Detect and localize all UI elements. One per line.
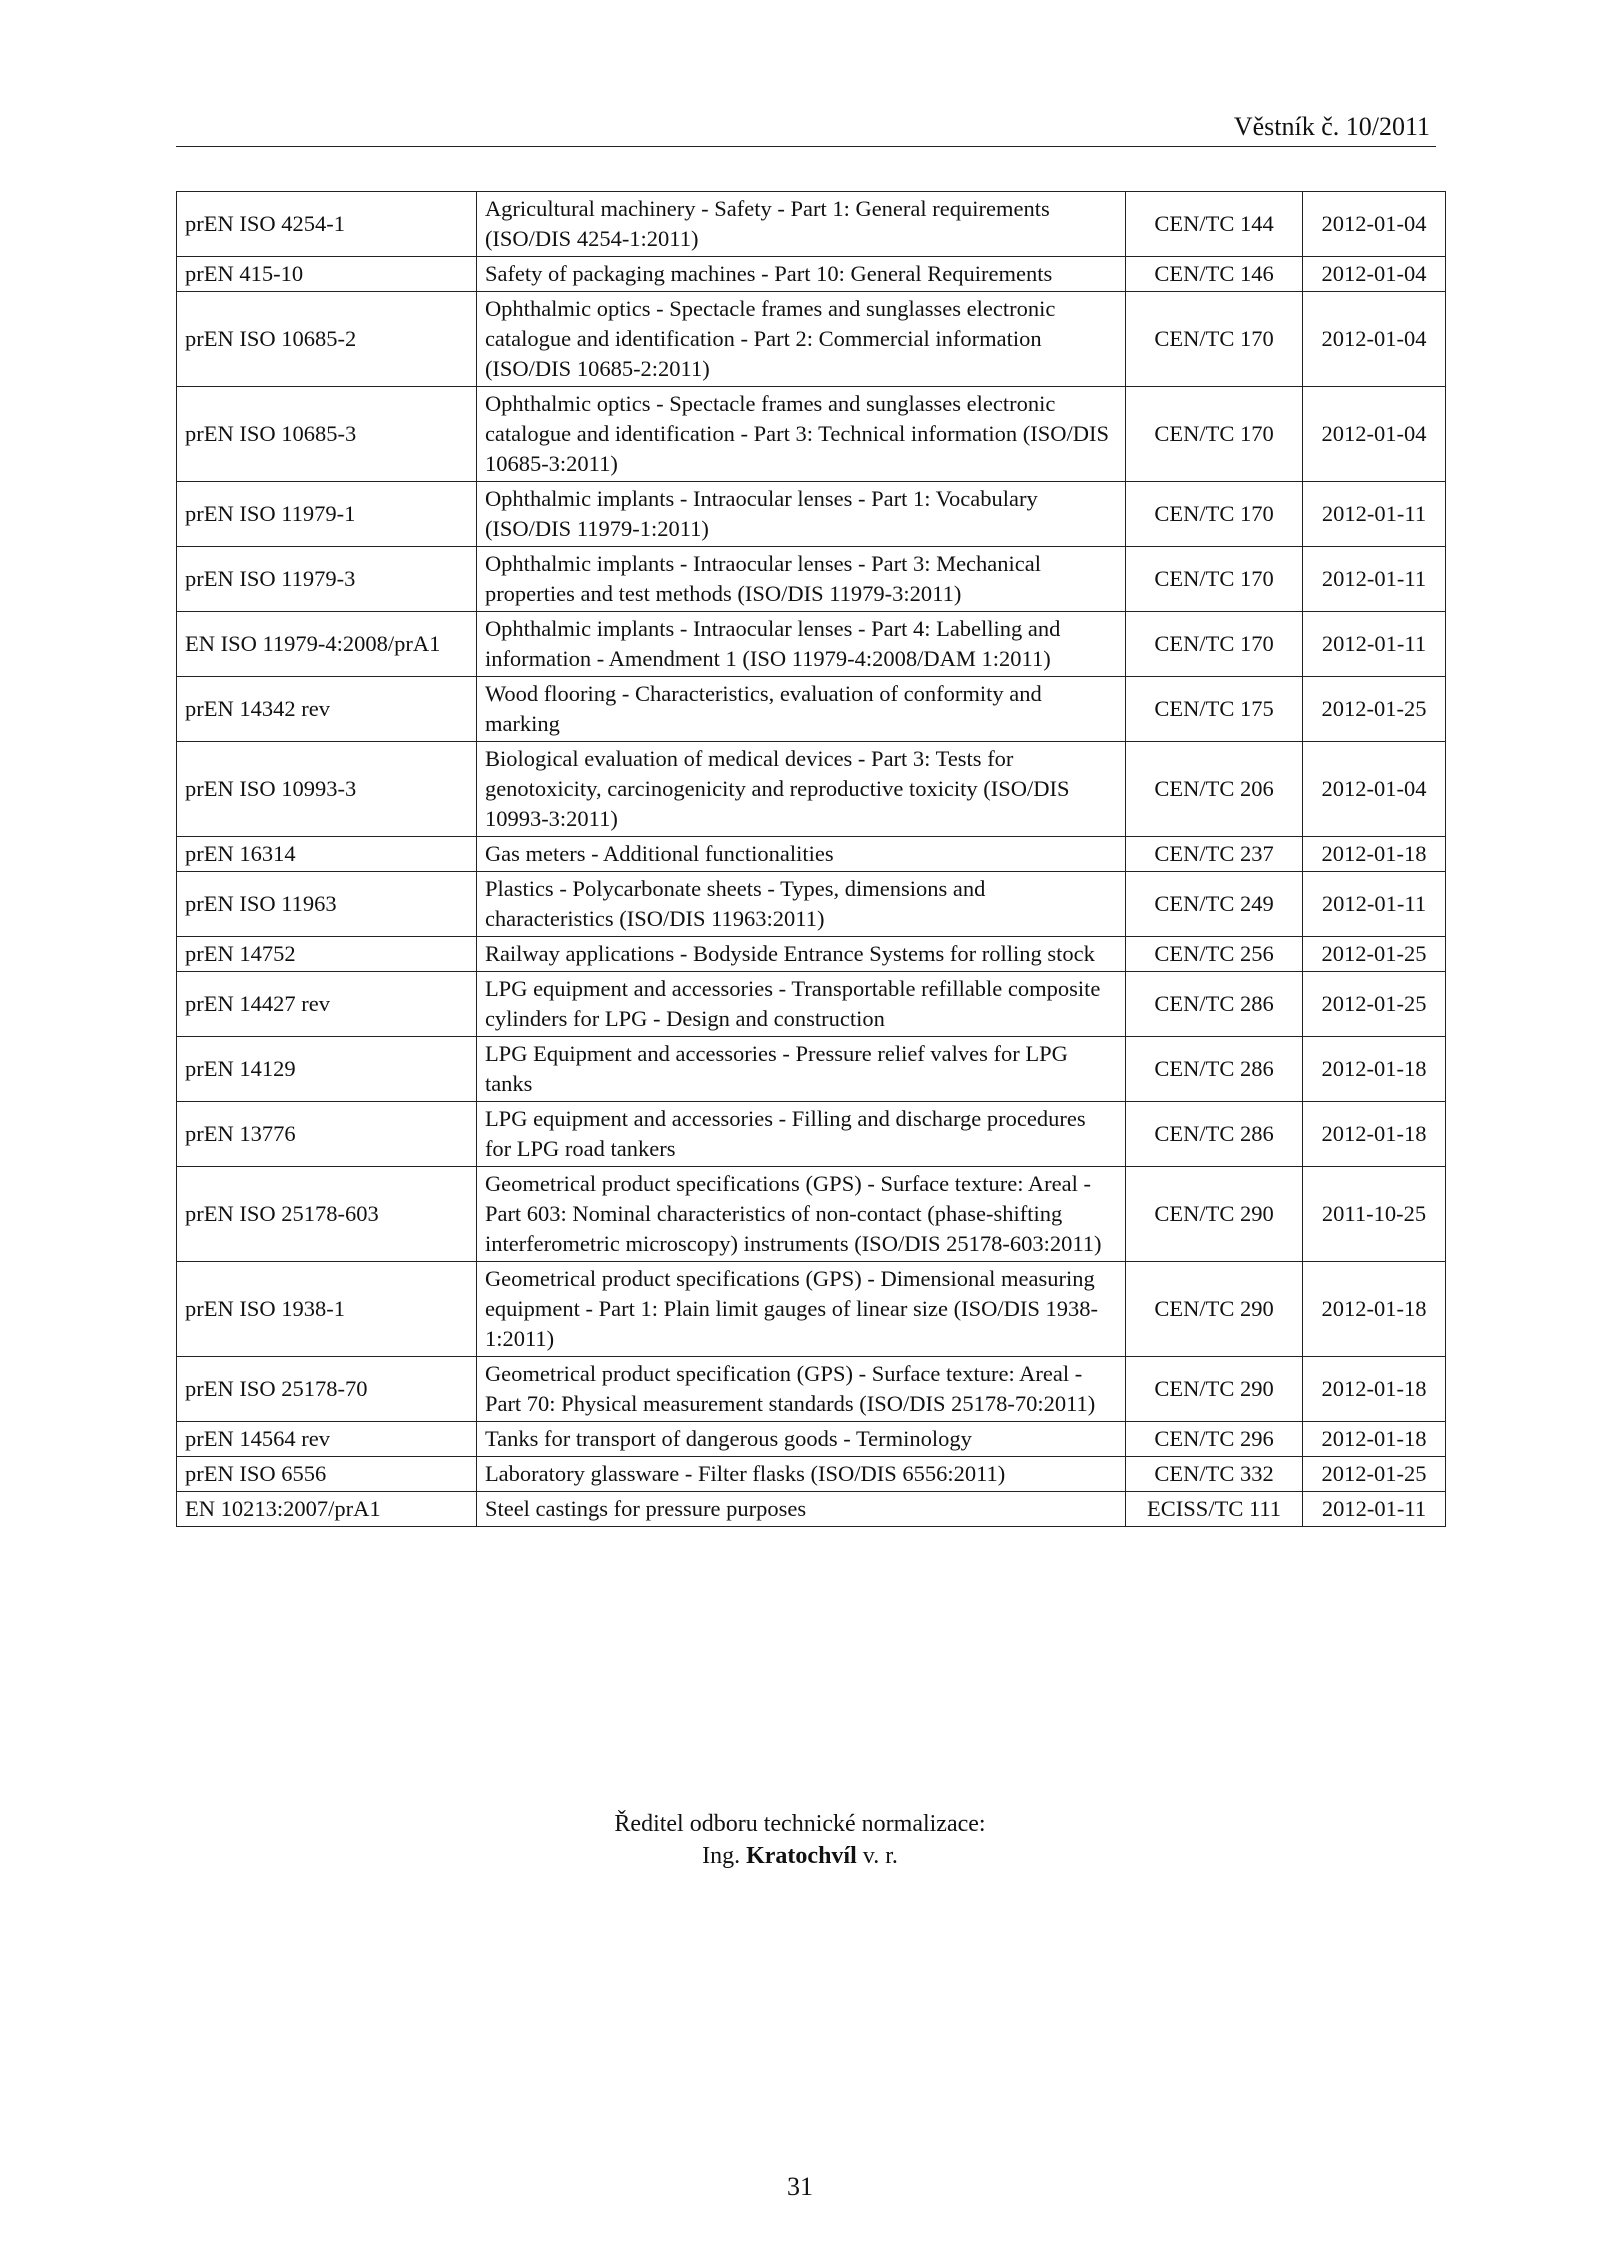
standard-title-cell: Ophthalmic optics - Spectacle frames and sunglasses electronic catalogue and identification - Part 3: Technical information (ISO/DIS 10685-3:2011) xyxy=(476,387,1125,482)
table-row xyxy=(177,1167,1446,1262)
standard-code-cell: prEN ISO 6556 xyxy=(177,1457,477,1492)
standard-title-cell: Ophthalmic implants - Intraocular lenses - Part 4: Labelling and information - Amendment 1 (ISO 11979-4:2008/DAM 1:2011) xyxy=(476,612,1125,677)
standard-title-cell: Geometrical product specifications (GPS) - Dimensional measuring equipment - Part 1: Plain limit gauges of linear size (ISO/DIS 1938-1:2011) xyxy=(476,1262,1125,1357)
standard-code-cell: prEN 16314 xyxy=(177,837,477,872)
table-row xyxy=(177,192,1446,257)
technical-committee-cell: CEN/TC 144 xyxy=(1126,192,1303,257)
standard-title-cell: LPG equipment and accessories - Filling and discharge procedures for LPG road tankers xyxy=(476,1102,1125,1167)
standard-code-cell: EN 10213:2007/prA1 xyxy=(177,1492,477,1527)
standard-title-cell: Laboratory glassware - Filter flasks (ISO/DIS 6556:2011) xyxy=(476,1457,1125,1492)
table-row xyxy=(177,872,1446,937)
standard-title-cell: Ophthalmic implants - Intraocular lenses - Part 3: Mechanical properties and test methods (ISO/DIS 11979-3:2011) xyxy=(476,547,1125,612)
standard-code-cell: prEN ISO 10685-3 xyxy=(177,387,477,482)
deadline-date-cell: 2012-01-11 xyxy=(1303,547,1446,612)
standard-title-cell: Geometrical product specifications (GPS) - Surface texture: Areal - Part 603: Nominal characteristics of non-contact (phase-shifting interferometric microscopy) instruments (ISO/DIS 25178-603:2011) xyxy=(476,1167,1125,1262)
technical-committee-cell: CEN/TC 175 xyxy=(1126,677,1303,742)
signature-role: Ředitel odboru technické normalizace: xyxy=(614,1811,986,1837)
deadline-date-cell: 2012-01-04 xyxy=(1303,387,1446,482)
standard-code-cell: prEN ISO 11979-3 xyxy=(177,547,477,612)
table-row xyxy=(177,1037,1446,1102)
standard-title-cell: Wood flooring - Characteristics, evaluation of conformity and marking xyxy=(476,677,1125,742)
standard-title-cell: Ophthalmic optics - Spectacle frames and sunglasses electronic catalogue and identification - Part 2: Commercial information (ISO/DIS 10685-2:2011) xyxy=(476,292,1125,387)
table-row xyxy=(177,1457,1446,1492)
deadline-date-cell: 2012-01-11 xyxy=(1303,612,1446,677)
page-number: 31 xyxy=(787,2172,813,2201)
standard-code-cell: prEN ISO 25178-70 xyxy=(177,1357,477,1422)
technical-committee-cell: CEN/TC 290 xyxy=(1126,1262,1303,1357)
deadline-date-cell: 2012-01-04 xyxy=(1303,292,1446,387)
technical-committee-cell: CEN/TC 256 xyxy=(1126,937,1303,972)
standard-code-cell: prEN ISO 10993-3 xyxy=(177,742,477,837)
technical-committee-cell: CEN/TC 170 xyxy=(1126,612,1303,677)
standard-code-cell: prEN 14427 rev xyxy=(177,972,477,1037)
standard-title-cell: Biological evaluation of medical devices - Part 3: Tests for genotoxicity, carcinogenicity and reproductive toxicity (ISO/DIS 10993-3:2011) xyxy=(476,742,1125,837)
deadline-date-cell: 2012-01-04 xyxy=(1303,742,1446,837)
deadline-date-cell: 2012-01-25 xyxy=(1303,937,1446,972)
standard-title-cell: Steel castings for pressure purposes xyxy=(476,1492,1125,1527)
standards-table-body xyxy=(177,192,1446,1527)
deadline-date-cell: 2012-01-04 xyxy=(1303,192,1446,257)
deadline-date-cell: 2012-01-18 xyxy=(1303,1262,1446,1357)
table-row xyxy=(177,742,1446,837)
technical-committee-cell: CEN/TC 170 xyxy=(1126,292,1303,387)
deadline-date-cell: 2012-01-18 xyxy=(1303,1357,1446,1422)
standard-title-cell: Gas meters - Additional functionalities xyxy=(476,837,1125,872)
table-row xyxy=(177,292,1446,387)
technical-committee-cell: CEN/TC 290 xyxy=(1126,1357,1303,1422)
standard-code-cell: prEN ISO 10685-2 xyxy=(177,292,477,387)
page-header xyxy=(176,108,1436,147)
table-row xyxy=(177,482,1446,547)
technical-committee-cell: CEN/TC 290 xyxy=(1126,1167,1303,1262)
standard-title-cell: Plastics - Polycarbonate sheets - Types, dimensions and characteristics (ISO/DIS 11963:2011) xyxy=(476,872,1125,937)
standard-code-cell: prEN ISO 11979-1 xyxy=(177,482,477,547)
table-row xyxy=(177,1102,1446,1167)
technical-committee-cell: CEN/TC 286 xyxy=(1126,1037,1303,1102)
table-row xyxy=(177,1492,1446,1527)
table-row xyxy=(177,612,1446,677)
standard-code-cell: prEN ISO 1938-1 xyxy=(177,1262,477,1357)
deadline-date-cell: 2012-01-18 xyxy=(1303,1037,1446,1102)
standard-code-cell: prEN 13776 xyxy=(177,1102,477,1167)
standard-title-cell: LPG Equipment and accessories - Pressure relief valves for LPG tanks xyxy=(476,1037,1125,1102)
technical-committee-cell: ECISS/TC 111 xyxy=(1126,1492,1303,1527)
standard-title-cell: Ophthalmic implants - Intraocular lenses - Part 1: Vocabulary (ISO/DIS 11979-1:2011) xyxy=(476,482,1125,547)
deadline-date-cell: 2012-01-18 xyxy=(1303,837,1446,872)
deadline-date-cell: 2012-01-18 xyxy=(1303,1422,1446,1457)
standards-table xyxy=(176,191,1446,1527)
standard-code-cell: prEN 14564 rev xyxy=(177,1422,477,1457)
technical-committee-cell: CEN/TC 286 xyxy=(1126,1102,1303,1167)
standard-code-cell: prEN 14342 rev xyxy=(177,677,477,742)
standard-code-cell: prEN ISO 25178-603 xyxy=(177,1167,477,1262)
standard-code-cell: prEN 14129 xyxy=(177,1037,477,1102)
standard-code-cell: prEN ISO 11963 xyxy=(177,872,477,937)
deadline-date-cell: 2012-01-11 xyxy=(1303,482,1446,547)
technical-committee-cell: CEN/TC 286 xyxy=(1126,972,1303,1037)
deadline-date-cell: 2012-01-25 xyxy=(1303,1457,1446,1492)
deadline-date-cell: 2012-01-25 xyxy=(1303,972,1446,1037)
standard-title-cell: LPG equipment and accessories - Transportable refillable composite cylinders for LPG - Design and construction xyxy=(476,972,1125,1037)
standard-code-cell: prEN 14752 xyxy=(177,937,477,972)
deadline-date-cell: 2012-01-11 xyxy=(1303,1492,1446,1527)
technical-committee-cell: CEN/TC 332 xyxy=(1126,1457,1303,1492)
signature-suffix: v. r. xyxy=(862,1843,898,1869)
table-row xyxy=(177,547,1446,612)
deadline-date-cell: 2012-01-25 xyxy=(1303,677,1446,742)
standard-title-cell: Railway applications - Bodyside Entrance Systems for rolling stock xyxy=(476,937,1125,972)
standard-code-cell: prEN 415-10 xyxy=(177,257,477,292)
table-row xyxy=(177,837,1446,872)
standard-title-cell: Tanks for transport of dangerous goods - Terminology xyxy=(476,1422,1125,1457)
signature-line xyxy=(0,1840,1600,1872)
technical-committee-cell: CEN/TC 249 xyxy=(1126,872,1303,937)
standard-title-cell: Geometrical product specification (GPS) - Surface texture: Areal - Part 70: Physical measurement standards (ISO/DIS 25178-70:2011) xyxy=(476,1357,1125,1422)
technical-committee-cell: CEN/TC 170 xyxy=(1126,387,1303,482)
table-row xyxy=(177,937,1446,972)
table-row xyxy=(177,1357,1446,1422)
technical-committee-cell: CEN/TC 170 xyxy=(1126,482,1303,547)
technical-committee-cell: CEN/TC 170 xyxy=(1126,547,1303,612)
standard-title-cell: Safety of packaging machines - Part 10: General Requirements xyxy=(476,257,1125,292)
deadline-date-cell: 2012-01-18 xyxy=(1303,1102,1446,1167)
table-row xyxy=(177,972,1446,1037)
standard-title-cell: Agricultural machinery - Safety - Part 1: General requirements (ISO/DIS 4254-1:2011) xyxy=(476,192,1125,257)
deadline-date-cell: 2011-10-25 xyxy=(1303,1167,1446,1262)
standard-code-cell: EN ISO 11979-4:2008/prA1 xyxy=(177,612,477,677)
table-row xyxy=(177,257,1446,292)
table-row xyxy=(177,677,1446,742)
signature-block xyxy=(0,1808,1600,1872)
technical-committee-cell: CEN/TC 206 xyxy=(1126,742,1303,837)
standard-code-cell: prEN ISO 4254-1 xyxy=(177,192,477,257)
table-row xyxy=(177,387,1446,482)
technical-committee-cell: CEN/TC 146 xyxy=(1126,257,1303,292)
journal-issue-label: Věstník č. 10/2011 xyxy=(1233,112,1430,141)
technical-committee-cell: CEN/TC 296 xyxy=(1126,1422,1303,1457)
table-row xyxy=(177,1262,1446,1357)
signature-prefix: Ing. xyxy=(702,1843,741,1869)
deadline-date-cell: 2012-01-11 xyxy=(1303,872,1446,937)
table-row xyxy=(177,1422,1446,1457)
deadline-date-cell: 2012-01-04 xyxy=(1303,257,1446,292)
signature-name: Kratochvíl xyxy=(746,1843,857,1869)
technical-committee-cell: CEN/TC 237 xyxy=(1126,837,1303,872)
